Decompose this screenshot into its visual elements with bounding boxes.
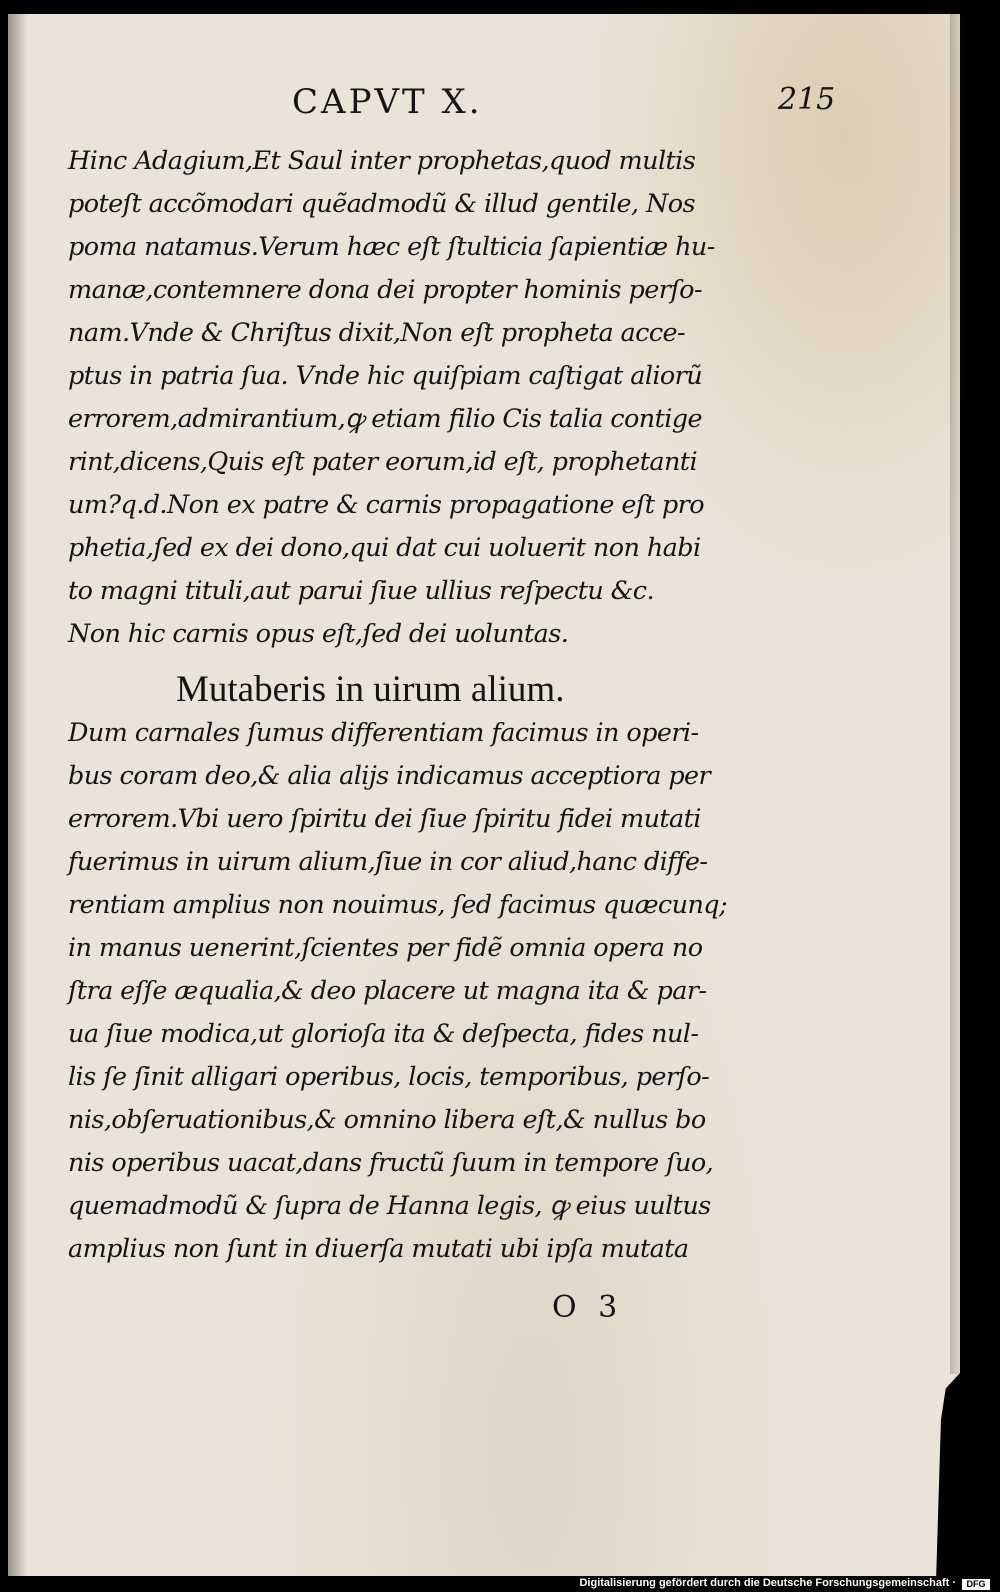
text-line: poteſt accõmodari quẽadmodũ & illud gentile, Nos <box>68 189 695 219</box>
text-line: Hinc Adagium,Et Saul inter prophetas,quod multis <box>68 146 696 176</box>
text-line: in manus uenerint,ſcientes per fidẽ omnia opera no <box>68 933 703 963</box>
running-head: CAPVT X. <box>292 82 483 122</box>
text-line: amplius non ſunt in diuerſa mutati ubi ipſa mutata <box>68 1234 689 1264</box>
text-line: phetia,ſed ex dei dono,qui dat cui uoluerit non habi <box>68 533 701 563</box>
text-line: to magni tituli,aut parui ſiue ullius reſpectu &c. <box>68 576 654 606</box>
signature-mark: O 3 <box>552 1290 624 1325</box>
text-line: bus coram deo,& alia alijs indicamus acceptiora per <box>68 761 711 791</box>
text-line: rentiam amplius non nouimus, ſed facimus quæcunq; <box>68 890 727 920</box>
dfg-logo: DFG <box>962 1579 990 1590</box>
page-right-edge <box>950 14 964 1374</box>
text-line: manæ,contemnere dona dei propter hominis perſo- <box>68 275 702 305</box>
text-line: ua ſiue modica,ut glorioſa ita & deſpecta, fides nul- <box>68 1019 699 1049</box>
text-line: ptus in patria ſua. Vnde hic quiſpiam caſtigat aliorũ <box>68 361 703 391</box>
page-gutter-shadow <box>8 14 28 1576</box>
section-heading: Mutaberis in uirum alium. <box>176 669 565 710</box>
text-line: fuerimus in uirum alium,ſiue in cor aliud,hanc diffe- <box>68 847 708 877</box>
text-line: poma natamus.Verum hæc eſt ſtulticia ſapientiæ hu- <box>68 232 715 262</box>
text-line: Dum carnales ſumus differentiam facimus in operi- <box>68 718 699 748</box>
text-line: errorem,admirantium,ꝙ etiam filio Cis talia contige <box>68 404 702 434</box>
text-line: lis ſe ſinit alligari operibus, locis, temporibus, perſo- <box>68 1062 710 1092</box>
text-line: quemadmodũ & ſupra de Hanna legis, ꝙ eius uultus <box>68 1191 711 1221</box>
text-line: nis operibus uacat,dans fructũ ſuum in tempore ſuo, <box>68 1148 714 1178</box>
text-line: um?q.d.Non ex patre & carnis propagatione eſt pro <box>68 490 704 520</box>
text-line: errorem.Vbi uero ſpiritu dei ſiue ſpiritu fidei mutati <box>68 804 701 834</box>
text-line: nis,obſeruationibus,& omnino libera eſt,& nullus bo <box>68 1105 706 1135</box>
text-line: Non hic carnis opus eſt,ſed dei uoluntas. <box>68 619 569 649</box>
funding-credit: Digitalisierung gefördert durch die Deutsche Forschungsgemeinschaft · <box>579 1577 956 1589</box>
text-line: rint,dicens,Quis eſt pater eorum,id eſt, prophetanti <box>68 447 697 477</box>
page-number: 215 <box>778 82 836 117</box>
text-line: ſtra eſſe æqualia,& deo placere ut magna ita & par- <box>68 976 707 1006</box>
text-line: nam.Vnde & Chriſtus dixit,Non eſt propheta acce- <box>68 318 686 348</box>
